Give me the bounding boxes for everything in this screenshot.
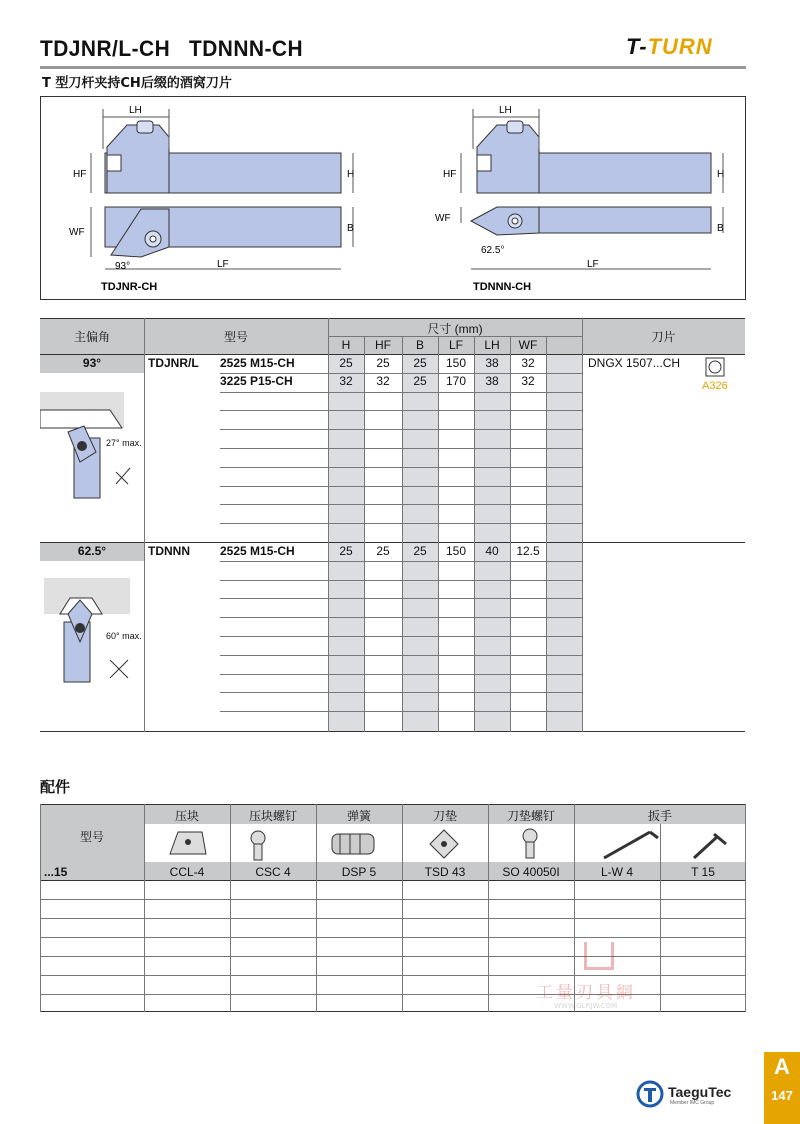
dim-value: 12.5 [516, 544, 540, 558]
dim-value: 25 [376, 544, 390, 558]
acc-col-spring: 弹簧 [346, 809, 371, 823]
acc-col-shim: 刀垫 [432, 809, 457, 823]
acc-val-shim-screw: SO 40050I [502, 865, 560, 879]
group1-insert: DNGX 1507...CH [588, 356, 681, 370]
acc-col-divider [40, 804, 41, 1012]
col-divider [510, 336, 511, 732]
clamp-icon [170, 832, 206, 854]
col-divider [546, 336, 547, 732]
group1-angle: 93° [82, 356, 102, 370]
accessories-title: 配件 [40, 778, 71, 796]
row-divider [328, 336, 582, 337]
dim-value: 40 [485, 544, 499, 558]
row-divider [220, 617, 582, 618]
watermark [536, 942, 676, 1012]
row-divider [220, 429, 582, 430]
acc-row-divider [40, 899, 746, 900]
dim-value: 25 [413, 374, 427, 388]
dim-value: 150 [445, 356, 467, 370]
row-divider [40, 354, 745, 355]
acc-row-divider [40, 937, 746, 938]
group1-insert-ref[interactable]: A326 [702, 380, 728, 392]
row-divider [40, 542, 745, 543]
dim-lf-left: LF [217, 259, 229, 270]
group2-tool-illustration [40, 574, 144, 686]
footer-logo-sub: Member IMC Group [670, 1100, 715, 1106]
acc-val-l-wrench: L-W 4 [600, 865, 633, 879]
tool-drawings [41, 97, 745, 299]
header-dim-h: H [341, 338, 351, 352]
dim-lh-left: LH [129, 105, 142, 116]
col-divider [364, 336, 365, 732]
group2-row1-code: 2525 M15-CH [220, 544, 295, 558]
dim-value: 25 [413, 544, 427, 558]
caption-right: TDNNN-CH [473, 281, 532, 293]
dim-value: 150 [445, 544, 467, 558]
dim-value: 25 [376, 356, 390, 370]
header-dim-wf: WF [518, 338, 538, 352]
group1-series: TDJNR/L [148, 356, 199, 370]
brand-prefix: T- [626, 34, 648, 59]
acc-col-divider [230, 804, 231, 1012]
watermark-url: WWW.GLRJW.COM [554, 1002, 618, 1010]
row-divider [40, 318, 745, 319]
row-divider [40, 731, 745, 732]
header-dim-b: B [415, 338, 424, 352]
angle-left: 93° [115, 261, 131, 272]
col-divider [402, 336, 403, 732]
acc-col-clamp: 压块 [174, 809, 199, 823]
dim-wf-left: WF [69, 227, 85, 238]
group2-ramp-label: 60° max. [106, 631, 142, 641]
header-insert: 刀片 [651, 330, 676, 344]
row-divider [220, 580, 582, 581]
left-tool-side-view [91, 109, 353, 193]
page-tab [764, 1052, 800, 1124]
acc-val-clamp: CCL-4 [169, 865, 205, 879]
dim-hf-left: HF [73, 169, 87, 180]
col-divider [328, 318, 329, 732]
row-divider [220, 636, 582, 637]
col-divider [144, 318, 145, 732]
dim-value: 32 [376, 374, 390, 388]
dim-value: 32 [339, 374, 353, 388]
group1-ramp-label: 27° max. [106, 438, 142, 448]
acc-col-wrench: 扳手 [647, 809, 672, 823]
col-divider [474, 336, 475, 732]
col-divider [582, 318, 583, 732]
acc-col-divider [144, 804, 145, 1012]
row-divider [220, 373, 582, 374]
row-divider [220, 692, 582, 693]
dim-value: 25 [339, 544, 353, 558]
group2-angle: 62.5° [77, 544, 107, 558]
acc-row-divider [40, 804, 746, 805]
dim-value: 25 [339, 356, 353, 370]
dim-value: 32 [521, 356, 535, 370]
header-dim-lf: LF [448, 338, 463, 352]
watermark-icon [584, 942, 614, 970]
tool-spec-table [40, 318, 745, 732]
row-divider [220, 711, 582, 712]
dim-value: 170 [445, 374, 467, 388]
acc-val-shim: TSD 43 [424, 865, 466, 879]
right-tool-side-view [461, 109, 723, 193]
dim-b-right: B [717, 223, 724, 234]
dim-value: 32 [521, 374, 535, 388]
dim-value: 38 [485, 356, 499, 370]
clamp-screw-icon [251, 831, 265, 860]
dim-lh-right: LH [499, 105, 512, 116]
group2-series: TDNNN [148, 544, 190, 558]
page-title: TDJNR/L-CH TDNNN-CH [40, 36, 304, 61]
page-number: 147 [771, 1088, 793, 1103]
dim-value: 38 [485, 374, 499, 388]
row-divider [220, 467, 582, 468]
acc-row-divider [40, 918, 746, 919]
dim-b-left: B [347, 223, 354, 234]
row-divider [220, 410, 582, 411]
header-model: 型号 [223, 330, 248, 344]
acc-col-clamp-screw: 压块螺钉 [248, 809, 297, 823]
taegutec-logo-icon [636, 1080, 664, 1108]
shim-screw-icon [523, 829, 537, 858]
header-dim-hf: HF [375, 338, 391, 352]
brand-main: TURN [647, 34, 713, 59]
acc-val-torx-wrench: T 15 [691, 865, 715, 879]
dim-wf-right: WF [435, 213, 451, 224]
acc-col-divider [402, 804, 403, 1012]
row-divider [220, 392, 582, 393]
group1-row1-code: 2525 M15-CH [220, 356, 295, 370]
tool-drawing-panel [40, 96, 746, 300]
acc-col-divider [488, 804, 489, 1012]
acc-row-label: ...15 [44, 865, 68, 879]
footer-logo: TaeguTec [668, 1084, 732, 1100]
row-divider [220, 655, 582, 656]
dim-hf-right: HF [443, 169, 457, 180]
col-divider [438, 336, 439, 732]
section-letter: A [774, 1054, 790, 1079]
caption-left: TDJNR-CH [101, 281, 158, 293]
insert-ref-icon[interactable] [704, 356, 726, 378]
torx-wrench-icon [694, 834, 726, 858]
acc-row-divider [40, 880, 746, 881]
acc-val-clamp-screw: CSC 4 [255, 865, 291, 879]
row-divider [220, 448, 582, 449]
dim-h-right: H [717, 169, 725, 180]
header-rule [40, 66, 746, 69]
header-angle: 主偏角 [73, 330, 110, 344]
row-divider [220, 561, 582, 562]
spring-icon [332, 834, 374, 854]
row-divider [220, 486, 582, 487]
acc-val-spring: DSP 5 [341, 865, 377, 879]
acc-icons [144, 824, 746, 862]
acc-col-divider [745, 804, 746, 1012]
row-divider [220, 598, 582, 599]
l-wrench-icon [604, 832, 658, 858]
group1-row2-code: 3225 P15-CH [220, 374, 293, 388]
watermark-text: 工量刃具網 [536, 983, 636, 1003]
acc-col-shim-screw: 刀垫螺钉 [506, 809, 555, 823]
row-divider [220, 504, 582, 505]
acc-header-model: 型号 [79, 830, 104, 844]
shim-icon [430, 830, 458, 858]
angle-right: 62.5° [481, 245, 505, 256]
dim-h-left: H [347, 169, 355, 180]
header-dim-lh: LH [484, 338, 500, 352]
dim-value: 25 [413, 356, 427, 370]
dim-lf-right: LF [587, 259, 599, 270]
row-divider [220, 674, 582, 675]
acc-col-divider [316, 804, 317, 1012]
header-dims: 尺寸 (mm) [427, 322, 483, 336]
row-divider [220, 523, 582, 524]
page-subtitle: T 型刀杆夹持CH后缀的酒窝刀片 [42, 76, 232, 91]
brand-logo [626, 34, 713, 60]
